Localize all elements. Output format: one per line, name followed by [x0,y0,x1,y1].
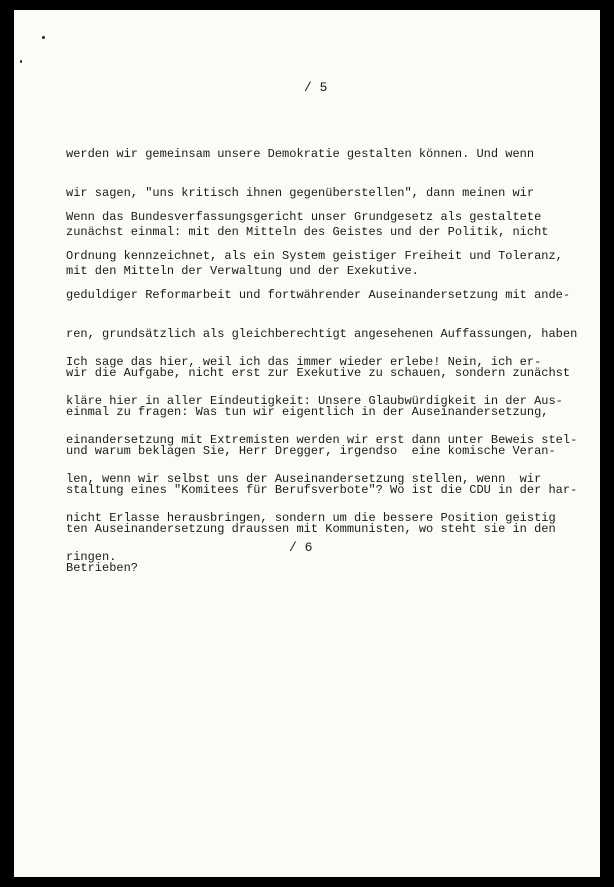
text-line: wir die Aufgabe, nicht erst zur Exekutive zu schauen, sondern zunächst [66,366,571,380]
text-line: staltung eines "Komitees für Berufsverbote"? Wo ist die CDU in der har- [66,483,578,497]
text-line: Ich sage das hier, weil ich das immer wieder erlebe! Nein, ich er- [66,355,542,369]
paragraph-3 [66,327,578,590]
text-line: nicht Erlasse herausbringen, sondern um die bessere Position geistig [66,511,556,525]
text-line: ringen. [66,550,117,564]
text-line: und warum beklagen Sie, Herr Dregger, irgendso eine komische Veran- [66,444,556,458]
text-line: Betrieben? [66,561,139,575]
scan-speck [20,60,22,63]
text-line: Ordnung kennzeichnet, als ein System geistiger Freiheit und Toleranz, [66,249,563,263]
text-line: ten Auseinandersetzung draussen mit Kommunisten, wo steht sie in den [66,522,556,536]
text-line: einmal zu fragen: Was tun wir eigentlich in der Auseinandersetzung, [66,405,549,419]
text-line: zunächst einmal: mit den Mitteln des Geistes und der Politik, nicht [66,225,549,239]
text-line: kläre hier in aller Eindeutigkeit: Unsere Glaubwürdigkeit in der Aus- [66,394,563,408]
text-line: Wenn das Bundesverfassungsgericht unser Grundgesetz als gestaltete [66,210,542,224]
text-line: geduldiger Reformarbeit und fortwährender Auseinandersetzung mit ande- [66,288,571,302]
next-page-marker: / 6 [289,540,313,555]
page-number: / 5 [304,80,328,95]
text-line: ren, grundsätzlich als gleichberechtigt angesehenen Auffassungen, haben [66,327,578,341]
text-line: werden wir gemeinsam unsere Demokratie gestalten können. Und wenn [66,147,535,161]
text-line: einandersetzung mit Extremisten werden wir erst dann unter Beweis stel- [66,433,578,447]
text-line: mit den Mitteln der Verwaltung und der Exekutive. [66,264,419,278]
document-page [14,10,600,877]
scan-speck [42,36,45,39]
text-line: len, wenn wir selbst uns der Auseinandersetzung stellen, wenn wir [66,472,542,486]
text-line: wir sagen, "uns kritisch ihnen gegenüberstellen", dann meinen wir [66,186,535,200]
